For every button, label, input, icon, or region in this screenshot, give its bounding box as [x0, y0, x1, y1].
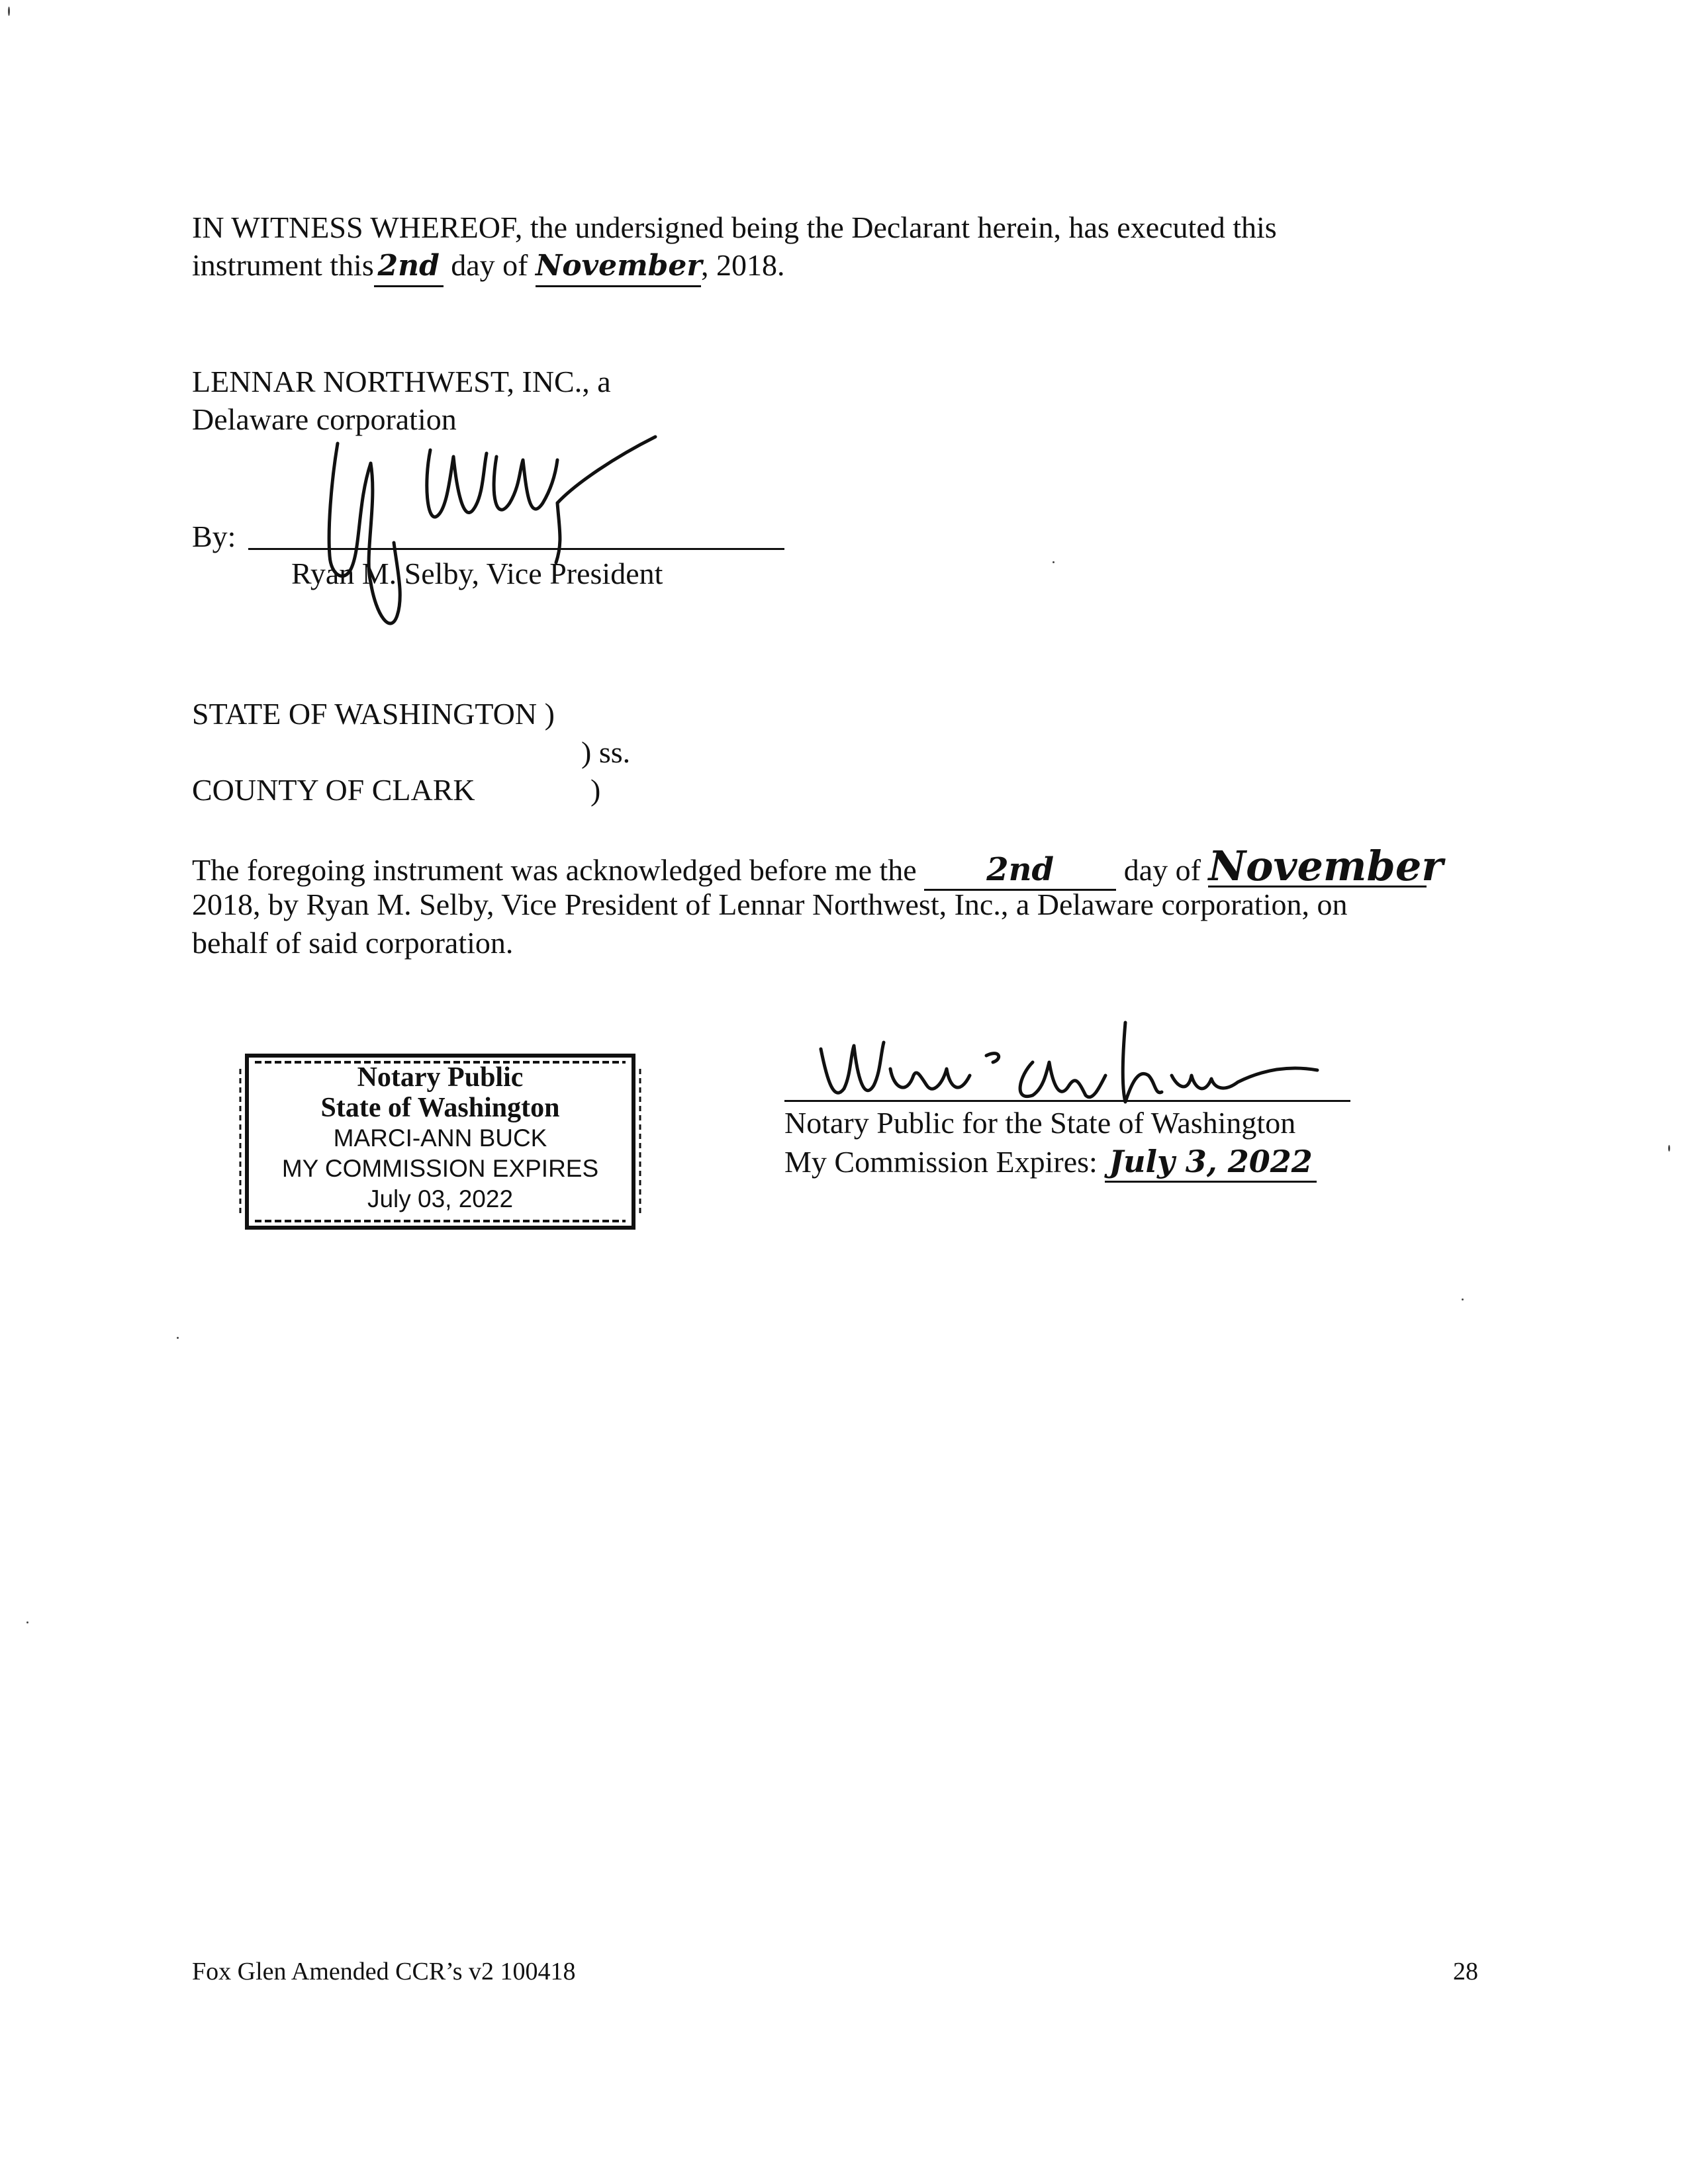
- by-label: By:: [192, 520, 236, 553]
- venue-ss: ) ss.: [581, 735, 631, 769]
- declarant-signer: Ryan M. Selby, Vice President: [291, 557, 663, 590]
- footer-page-number: 28: [1453, 1958, 1478, 1985]
- stamp-title: Notary Public: [357, 1062, 524, 1093]
- stamp-commission: MY COMMISSION EXPIRES: [281, 1155, 599, 1182]
- witness-day-handwritten: 2nd: [374, 247, 444, 287]
- declarant-company: LENNAR NORTHWEST, INC., a: [192, 365, 611, 398]
- ack-line-2: 2018, by Ryan M. Selby, Vice President of Lennar Northwest, Inc., a Delaware corporation, on: [192, 887, 1348, 921]
- witness-prefix: instrument this: [192, 248, 374, 282]
- ack-day-of: day of: [1123, 853, 1201, 887]
- scan-speck: [1668, 1145, 1670, 1152]
- scan-speck: [1462, 1298, 1464, 1300]
- venue-state: STATE OF WASHINGTON ): [192, 697, 555, 731]
- notary-commission-handwritten: July 3, 2022: [1105, 1142, 1317, 1183]
- venue-county: COUNTY OF CLARK: [192, 773, 475, 807]
- stamp-expires: July 03, 2022: [367, 1185, 514, 1212]
- notary-commission-line: [784, 1142, 1317, 1183]
- witness-line-1: IN WITNESS WHEREOF, the undersigned being the Declarant herein, has executed this: [192, 210, 1277, 244]
- scan-speck: [8, 7, 10, 16]
- witness-month-handwritten: November: [536, 247, 701, 287]
- witness-year: , 2018.: [700, 248, 785, 282]
- ack-line-3: behalf of said corporation.: [192, 926, 514, 960]
- scan-speck: [177, 1337, 179, 1339]
- stamp-state: State of Washington: [320, 1093, 560, 1123]
- witness-day-of: day of: [451, 248, 528, 282]
- venue-county-paren: ): [590, 773, 601, 807]
- ack-line-1: [192, 842, 1443, 891]
- scan-speck: [1053, 561, 1055, 563]
- ack-month-handwritten: November: [1208, 842, 1443, 890]
- stamp-notary-name: MARCI-ANN BUCK: [333, 1124, 547, 1152]
- ack-day-handwritten: 2nd: [924, 850, 1116, 891]
- declarant-entity-type: Delaware corporation: [192, 402, 457, 436]
- notary-signature: [814, 1009, 1344, 1115]
- notary-stamp: [228, 1049, 652, 1234]
- ack-prefix: The foregoing instrument was acknowledged before me the: [192, 853, 917, 887]
- declarant-signature: [298, 424, 669, 649]
- footer-document-name: Fox Glen Amended CCR’s v2 100418: [192, 1958, 576, 1985]
- notary-commission-label: My Commission Expires:: [784, 1145, 1098, 1179]
- witness-line-2: [192, 246, 784, 287]
- scan-speck: [26, 1621, 28, 1623]
- notary-signature-line: [784, 1100, 1350, 1102]
- notary-role: Notary Public for the State of Washington: [784, 1106, 1296, 1140]
